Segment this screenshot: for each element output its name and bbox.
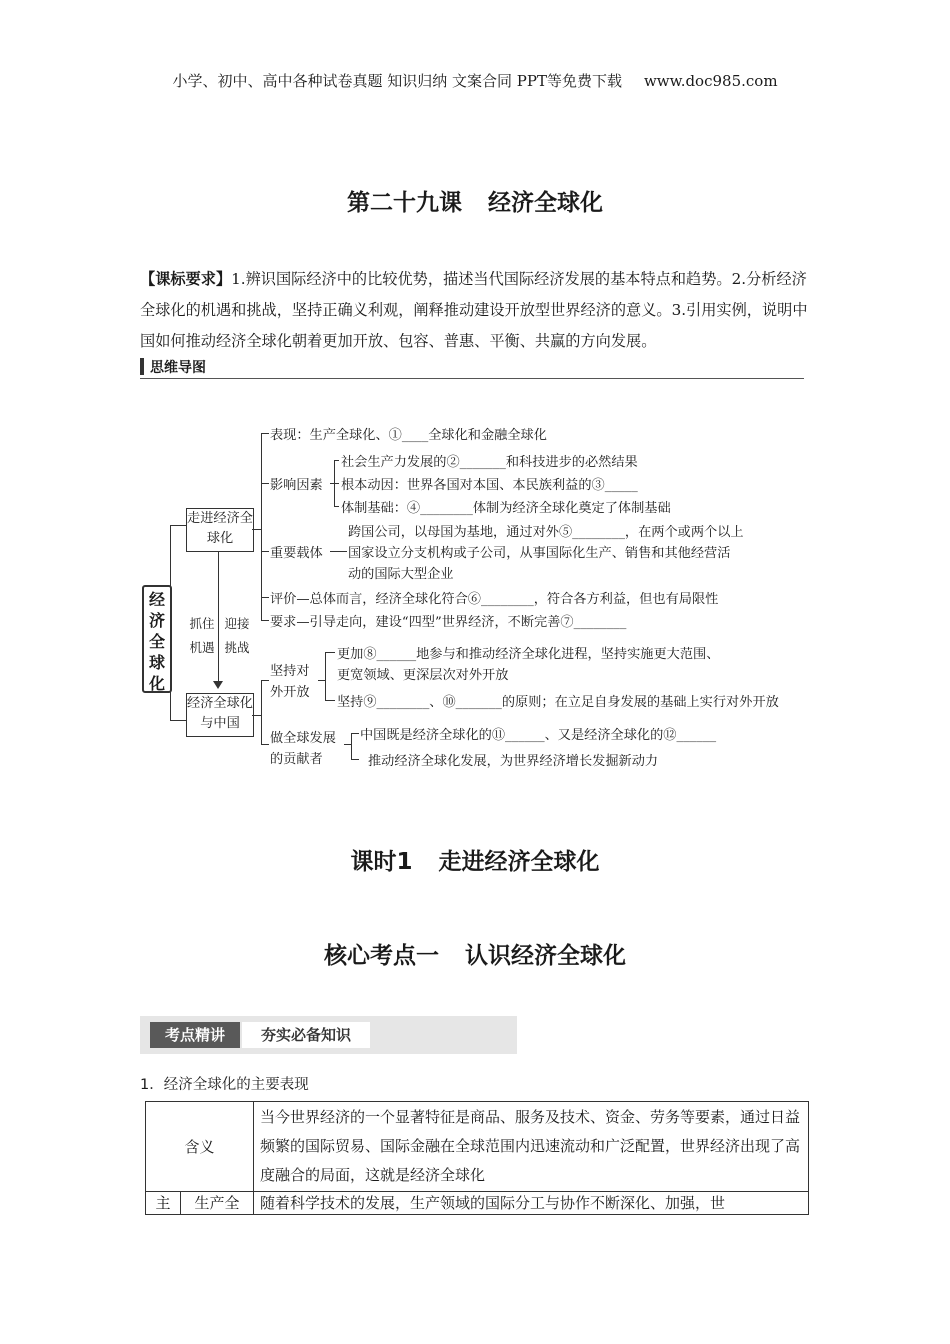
b2-kaifang-label-2: 外开放 xyxy=(270,685,310,700)
page-header xyxy=(0,70,950,91)
b2-kaifang-label-1: 坚持对 xyxy=(270,664,310,679)
mindmap-node-zoujin: 走进经济全球化 xyxy=(186,508,254,552)
branch1-bracket xyxy=(261,433,262,621)
core-point-number: 核心考点一 xyxy=(324,943,439,969)
b1-zaiti-1: 跨国公司，以母国为基地，通过对外⑤________，在两个或两个以上 xyxy=(348,525,744,540)
b2-gx-1: 中国既是经济全球化的⑪______、又是经济全球化的⑫______ xyxy=(360,728,717,743)
b1-zaiti-3: 动的国际大型企业 xyxy=(348,567,454,582)
branch2-bracket xyxy=(261,680,262,744)
kaodian-bar xyxy=(140,1016,517,1054)
b1-zaiti-label: 重要载体 xyxy=(270,546,323,561)
manifestation-table xyxy=(145,1101,809,1215)
link-arrow xyxy=(218,552,219,686)
b2-gx-2: 推动经济全球化发展，为世界经济增长发掘新动力 xyxy=(368,754,659,769)
lesson-number: 第二十九课 xyxy=(347,190,462,216)
arrow-down-icon xyxy=(213,681,223,689)
b1-yx-1: 社会生产力发展的②_______和科技进步的必然结果 xyxy=(341,455,638,470)
header-site-link[interactable]: www.doc985.com xyxy=(643,72,778,90)
b2-kf-3: 坚持⑨________、⑩_______的原则；在立足自身发展的基础上实行对外开放 xyxy=(337,695,779,710)
mindmap-header xyxy=(140,356,804,379)
b1-pingjia: 评价—总体而言，经济全球化符合⑥________，符合各方利益，但也有局限性 xyxy=(270,592,719,607)
mindmap-header-title: 思维导图 xyxy=(150,360,206,376)
b2-kf-2: 更宽领域、更深层次对外开放 xyxy=(337,668,509,683)
b1-zaiti-2: 国家设立分支机构或子公司，从事国际化生产、销售和其他经营活 xyxy=(348,546,731,561)
b2-kf-1: 更加⑧______地参与和推动经济全球化进程，坚持实施更大范围、 xyxy=(337,647,720,662)
b1-yaoqiu: 要求—引导走向，建设“四型”世界经济，不断完善⑦________ xyxy=(270,615,627,630)
lesson-title xyxy=(0,184,950,217)
core-point-title xyxy=(0,937,950,970)
b2-gongxian-label-2: 的贡献者 xyxy=(270,752,323,767)
row-label-shengchan: 生产全 xyxy=(194,1194,240,1212)
b2-gongxian-label-1: 做全球发展 xyxy=(270,731,336,746)
row-text-hanyi: 当今世界经济的一个显著特征是商品、服务及技术、资金、劳务等要素，通过日益频繁的国际贸易、国际金融在全球范围内迅速流动和广泛配置，世界经济出现了高度融合的局面，这就是经济全球化 xyxy=(254,1102,809,1192)
mindmap-root: 经济全球化 xyxy=(142,585,172,693)
row-label-zhu: 主 xyxy=(146,1192,181,1214)
core-point-name: 认识经济全球化 xyxy=(465,943,626,969)
mindmap-node-zhongguo: 经济全球化与中国 xyxy=(186,693,254,737)
b1-biaoxian: 表现：生产全球化、①____全球化和金融全球化 xyxy=(270,428,547,443)
table-row xyxy=(146,1192,809,1215)
period-name: 走进经济全球化 xyxy=(438,849,600,875)
mindmap-header-bar xyxy=(140,358,144,375)
row-text-shengchan: 随着科学技术的发展，生产领域的国际分工与协作不断深化、加强，世 xyxy=(254,1192,809,1215)
row-label-hanyi: 含义 xyxy=(146,1102,254,1192)
kaodian-bar-light: 夯实必备知识 xyxy=(242,1022,370,1048)
link-left-label: 抓住机遇 xyxy=(189,616,215,655)
link-right-label: 迎接挑战 xyxy=(224,616,250,655)
period-number: 课时1 xyxy=(350,849,413,875)
b1-yingxiang-label: 影响因素 xyxy=(270,478,323,493)
period-title xyxy=(0,843,950,876)
table-row xyxy=(146,1102,809,1192)
lesson-name: 经济全球化 xyxy=(488,190,603,216)
requirement-text: 1.辨识国际经济中的比较优势，描述当代国际经济发展的基本特点和趋势。2.分析经济全球化的机遇和挑战，坚持正确义利观，阐释推动建设开放型世界经济的意义。3.引用实例，说明中国如何推动经济全球化朝着更加开放、包容、普惠、平衡、共赢的方向发展。 xyxy=(140,270,808,350)
kaodian-bar-dark: 考点精讲 xyxy=(150,1022,240,1048)
b1-yx-3: 体制基础：④________体制为经济全球化奠定了体制基础 xyxy=(341,501,671,516)
header-text: 小学、初中、高中各种试卷真题 知识归纳 文案合同 PPT等免费下载 xyxy=(172,72,622,90)
requirement-label: 【课标要求】 xyxy=(140,270,232,288)
section-1-heading: 1．经济全球化的主要表现 xyxy=(140,1077,309,1093)
b1-yx-2: 根本动因：世界各国对本国、本民族利益的③_____ xyxy=(341,478,638,493)
curriculum-requirement xyxy=(140,264,812,357)
root-connector xyxy=(170,525,171,721)
